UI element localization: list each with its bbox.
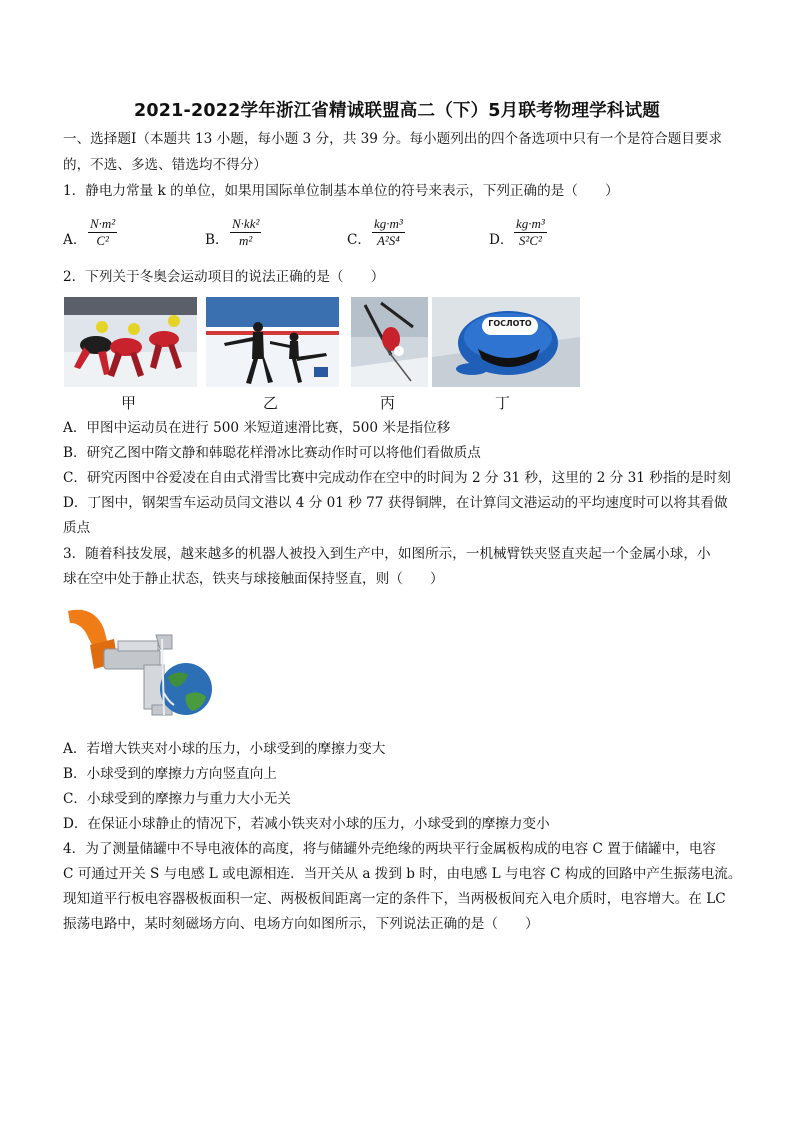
caption-jia: 甲 (121, 394, 137, 412)
question-3-stem-line-2: 球在空中处于静止状态，铁夹与球接触面保持竖直，则（ ） (63, 571, 444, 587)
exam-title: 2021-2022学年浙江省精诚联盟高二（下）5月联考物理学科试题 (134, 101, 660, 121)
q1-option-a-denominator: C² (96, 233, 109, 248)
q2-option-b: B．研究乙图中隋文静和韩聪花样滑冰比赛动作时可以将他们看做质点 (63, 445, 481, 461)
section-instructions-line-1: 一、选择题Ⅰ（本题共 13 小题，每小题 3 分，共 39 分。每小题列出的四个备选项中只有一个是符合题目要求 (63, 131, 723, 147)
q1-option-c-numerator: kg·m³ (374, 216, 403, 231)
q2-option-d-continued: 质点 (63, 520, 91, 536)
q1-option-a-numerator: N·m² (90, 216, 116, 231)
section-instructions-line-2: 的，不选、多选、错选均不得分） (63, 157, 267, 173)
question-4-line-2: C 可通过开关 S 与电感 L 或电源相连．当开关从 a 拨到 b 时，由电感 L 与电容 C 构成的回路中产生振荡电流。 (63, 866, 742, 882)
q1-option-d-fraction (514, 216, 547, 249)
caption-bing: 丙 (380, 394, 396, 412)
q1-option-c-fraction (372, 216, 405, 249)
photo-skeleton-helmet (432, 297, 580, 387)
helmet-text: ГОСЛОТО (488, 319, 532, 328)
question-4-line-1: 4．为了测量储罐中不导电液体的高度，将与储罐外壳绝缘的两块平行金属板构成的电容 C 置于储罐中，电容 (63, 841, 717, 857)
question-1-stem: 1．静电力常量 k 的单位，如果用国际单位制基本单位的符号来表示，下列正确的是（ ） (63, 183, 619, 199)
q1-option-d-denominator: S²C² (518, 233, 542, 248)
q1-option-b-fraction (230, 216, 261, 249)
caption-ding: 丁 (495, 394, 511, 412)
photo-short-track-skating (64, 297, 197, 387)
q1-option-a-fraction (88, 216, 117, 249)
q2-option-c: C．研究丙图中谷爱凌在自由式滑雪比赛中完成动作在空中的时间为 2 分 31 秒，这里的 2 分 31 秒指的是时刻 (63, 470, 731, 486)
photo-freestyle-skier (351, 297, 428, 387)
q1-option-d-letter: D． (489, 232, 514, 248)
q1-option-c-denominator: A²S⁴ (376, 233, 400, 248)
question-4-line-3: 现知道平行板电容器极板面积一定、两极板间距离一定的条件下，当两极板间充入电介质时，电容增大。在 LC (63, 891, 726, 907)
question-3-stem-line-1: 3．随着科技发展，越来越多的机器人被投入到生产中，如图所示，一机械臂铁夹竖直夹起一个金属小球，小 (63, 546, 711, 562)
robot-arm-globe-figure (64, 605, 214, 723)
q1-option-d-numerator: kg·m³ (516, 216, 545, 231)
photo-figure-skating-pair (206, 297, 339, 387)
q3-option-c: C．小球受到的摩擦力与重力大小无关 (63, 791, 291, 807)
q2-option-a: A．甲图中运动员在进行 500 米短道速滑比赛，500 米是指位移 (63, 420, 451, 436)
question-2-stem: 2．下列关于冬奥会运动项目的说法正确的是（ ） (63, 269, 385, 285)
q1-option-b-letter: B． (205, 232, 229, 248)
q3-option-b: B．小球受到的摩擦力方向竖直向上 (63, 766, 277, 782)
q1-option-c-letter: C． (347, 232, 371, 248)
q3-option-d: D．在保证小球静止的情况下，若减小铁夹对小球的压力，小球受到的摩擦力变小 (63, 816, 550, 832)
q1-option-b-numerator: N·kk² (232, 216, 260, 231)
question-4-line-4: 振荡电路中，某时刻磁场方向、电场方向如图所示，下列说法正确的是（ ） (63, 916, 539, 932)
q1-option-a-letter: A． (63, 232, 87, 248)
q2-option-d: D．丁图中，钢架雪车运动员闫文港以 4 分 01 秒 77 获得铜牌，在计算闫文港运动的平均速度时可以将其看做 (63, 495, 728, 511)
q1-option-b-denominator: m² (239, 233, 253, 248)
caption-yi: 乙 (263, 394, 279, 412)
q3-option-a: A．若增大铁夹对小球的压力，小球受到的摩擦力变大 (63, 741, 386, 757)
